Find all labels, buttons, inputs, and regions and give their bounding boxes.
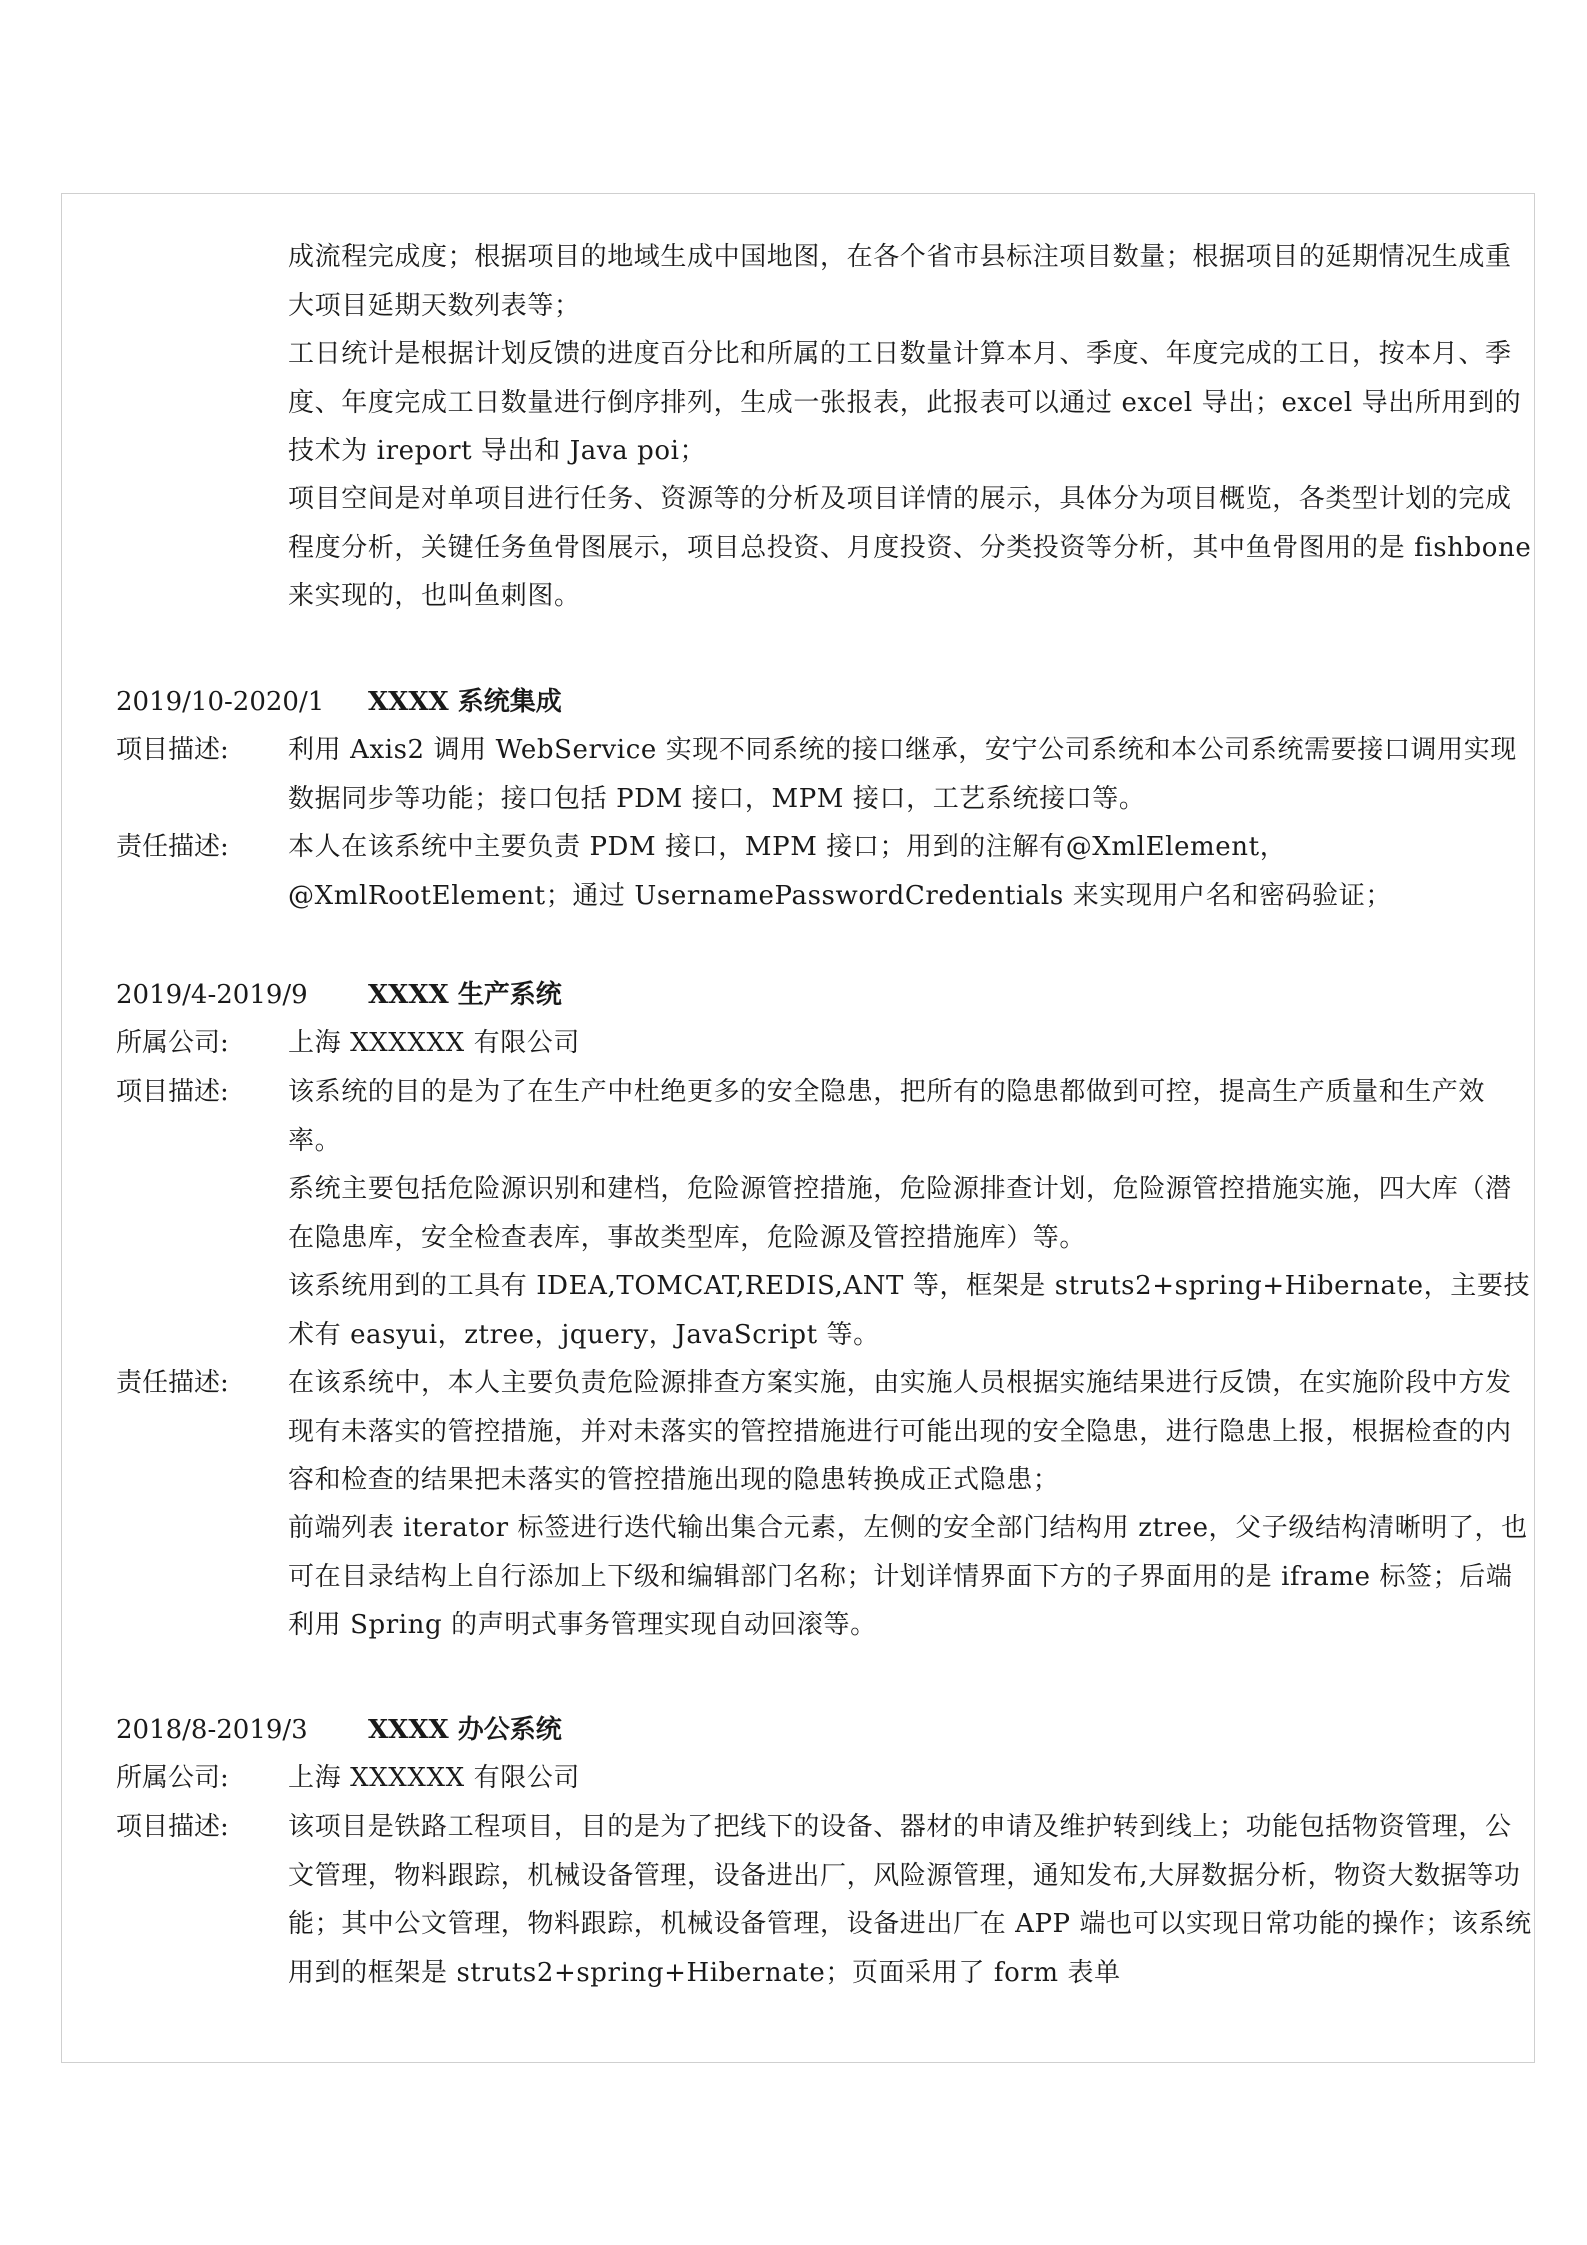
company-label: 所属公司: <box>116 1028 229 1058</box>
project-desc: 系统主要包括危险源识别和建档，危险源管控措施，危险源排查计划，危险源管控措施实施，四大库（潜在隐患库，安全检查表库，事故类型库，危险源及管控措施库）等。 <box>288 1174 1512 1253</box>
responsibility-desc: 本人在该系统中主要负责 PDM 接口，MPM 接口；用到的注解有@XmlElement，@XmlRootElement；通过 UsernamePasswordCredentials 来实现用户名和密码验证； <box>288 832 1392 911</box>
project-date: 2019/10-2020/1 <box>116 687 325 717</box>
responsibility-label: 责任描述: <box>116 1368 229 1398</box>
project-header <box>116 1706 562 1754</box>
project-desc: 该系统的目的是为了在生产中杜绝更多的安全隐患，把所有的隐患都做到可控，提高生产质量和生产效率。 <box>288 1077 1486 1156</box>
project-date: 2019/4-2019/9 <box>116 980 308 1010</box>
project-desc-label: 项目描述: <box>116 735 229 765</box>
project-desc: 该项目是铁路工程项目，目的是为了把线下的设备、器材的申请及维护转到线上；功能包括物资管理，公文管理，物料跟踪，机械设备管理，设备进出厂，风险源管理，通知发布,大屏数据分析，物资大数据等功能；其中公文管理，物料跟踪，机械设备管理，设备进出厂在 APP 端也可以实现日常功能的操作；该系统用到的框架是 struts2+spring+Hibernate；页面采用了 form 表单 <box>288 1812 1532 1988</box>
project-desc-label: 项目描述: <box>116 1812 229 1842</box>
company-label: 所属公司: <box>116 1763 229 1793</box>
project-desc-label: 项目描述: <box>116 1077 229 1107</box>
page-frame <box>61 193 1541 2063</box>
continuation-paragraph: 项目空间是对单项目进行任务、资源等的分析及项目详情的展示，具体分为项目概览，各类型计划的完成程度分析，关键任务鱼骨图展示，项目总投资、月度投资、分类投资等分析，其中鱼骨图用的是 fishbone 来实现的，也叫鱼刺图。 <box>288 484 1541 611</box>
project-desc: 利用 Axis2 调用 WebService 实现不同系统的接口继承，安宁公司系统和本公司系统需要接口调用实现数据同步等功能；接口包括 PDM 接口，MPM 接口，工艺系统接口等。 <box>288 735 1517 814</box>
responsibility-desc: 在该系统中，本人主要负责危险源排查方案实施，由实施人员根据实施结果进行反馈，在实施阶段中方发现有未落实的管控措施，并对未落实的管控措施进行可能出现的安全隐患，进行隐患上报，根据检查的内容和检查的结果把未落实的管控措施出现的隐患转换成正式隐患； <box>288 1368 1512 1495</box>
company-name: 上海 XXXXXX 有限公司 <box>288 1763 580 1793</box>
continuation-paragraph: 成流程完成度；根据项目的地域生成中国地图，在各个省市县标注项目数量；根据项目的延期情况生成重大项目延期天数列表等； <box>288 242 1512 321</box>
company-name: 上海 XXXXXX 有限公司 <box>288 1028 580 1058</box>
project-name: XXXX 系统集成 <box>368 687 562 717</box>
project-name: XXXX 办公系统 <box>368 1715 562 1745</box>
project-header <box>116 971 562 1019</box>
project-header <box>116 678 562 726</box>
project-date: 2018/8-2019/3 <box>116 1715 308 1745</box>
project-desc: 该系统用到的工具有 IDEA,TOMCAT,REDIS,ANT 等，框架是 struts2+spring+Hibernate，主要技术有 easyui，ztree，jquery，JavaScript 等。 <box>288 1271 1531 1350</box>
project-name: XXXX 生产系统 <box>368 980 562 1010</box>
responsibility-desc: 前端列表 iterator 标签进行迭代输出集合元素，左侧的安全部门结构用 ztree，父子级结构清晰明了，也可在目录结构上自行添加上下级和编辑部门名称；计划详情界面下方的子界面用的是 iframe 标签；后端利用 Spring 的声明式事务管理实现自动回滚等。 <box>288 1513 1528 1640</box>
continuation-paragraph: 工日统计是根据计划反馈的进度百分比和所属的工日数量计算本月、季度、年度完成的工日，按本月、季度、年度完成工日数量进行倒序排列，生成一张报表，此报表可以通过 excel 导出；excel 导出所用到的技术为 ireport 导出和 Java poi； <box>288 339 1522 466</box>
responsibility-label: 责任描述: <box>116 832 229 862</box>
